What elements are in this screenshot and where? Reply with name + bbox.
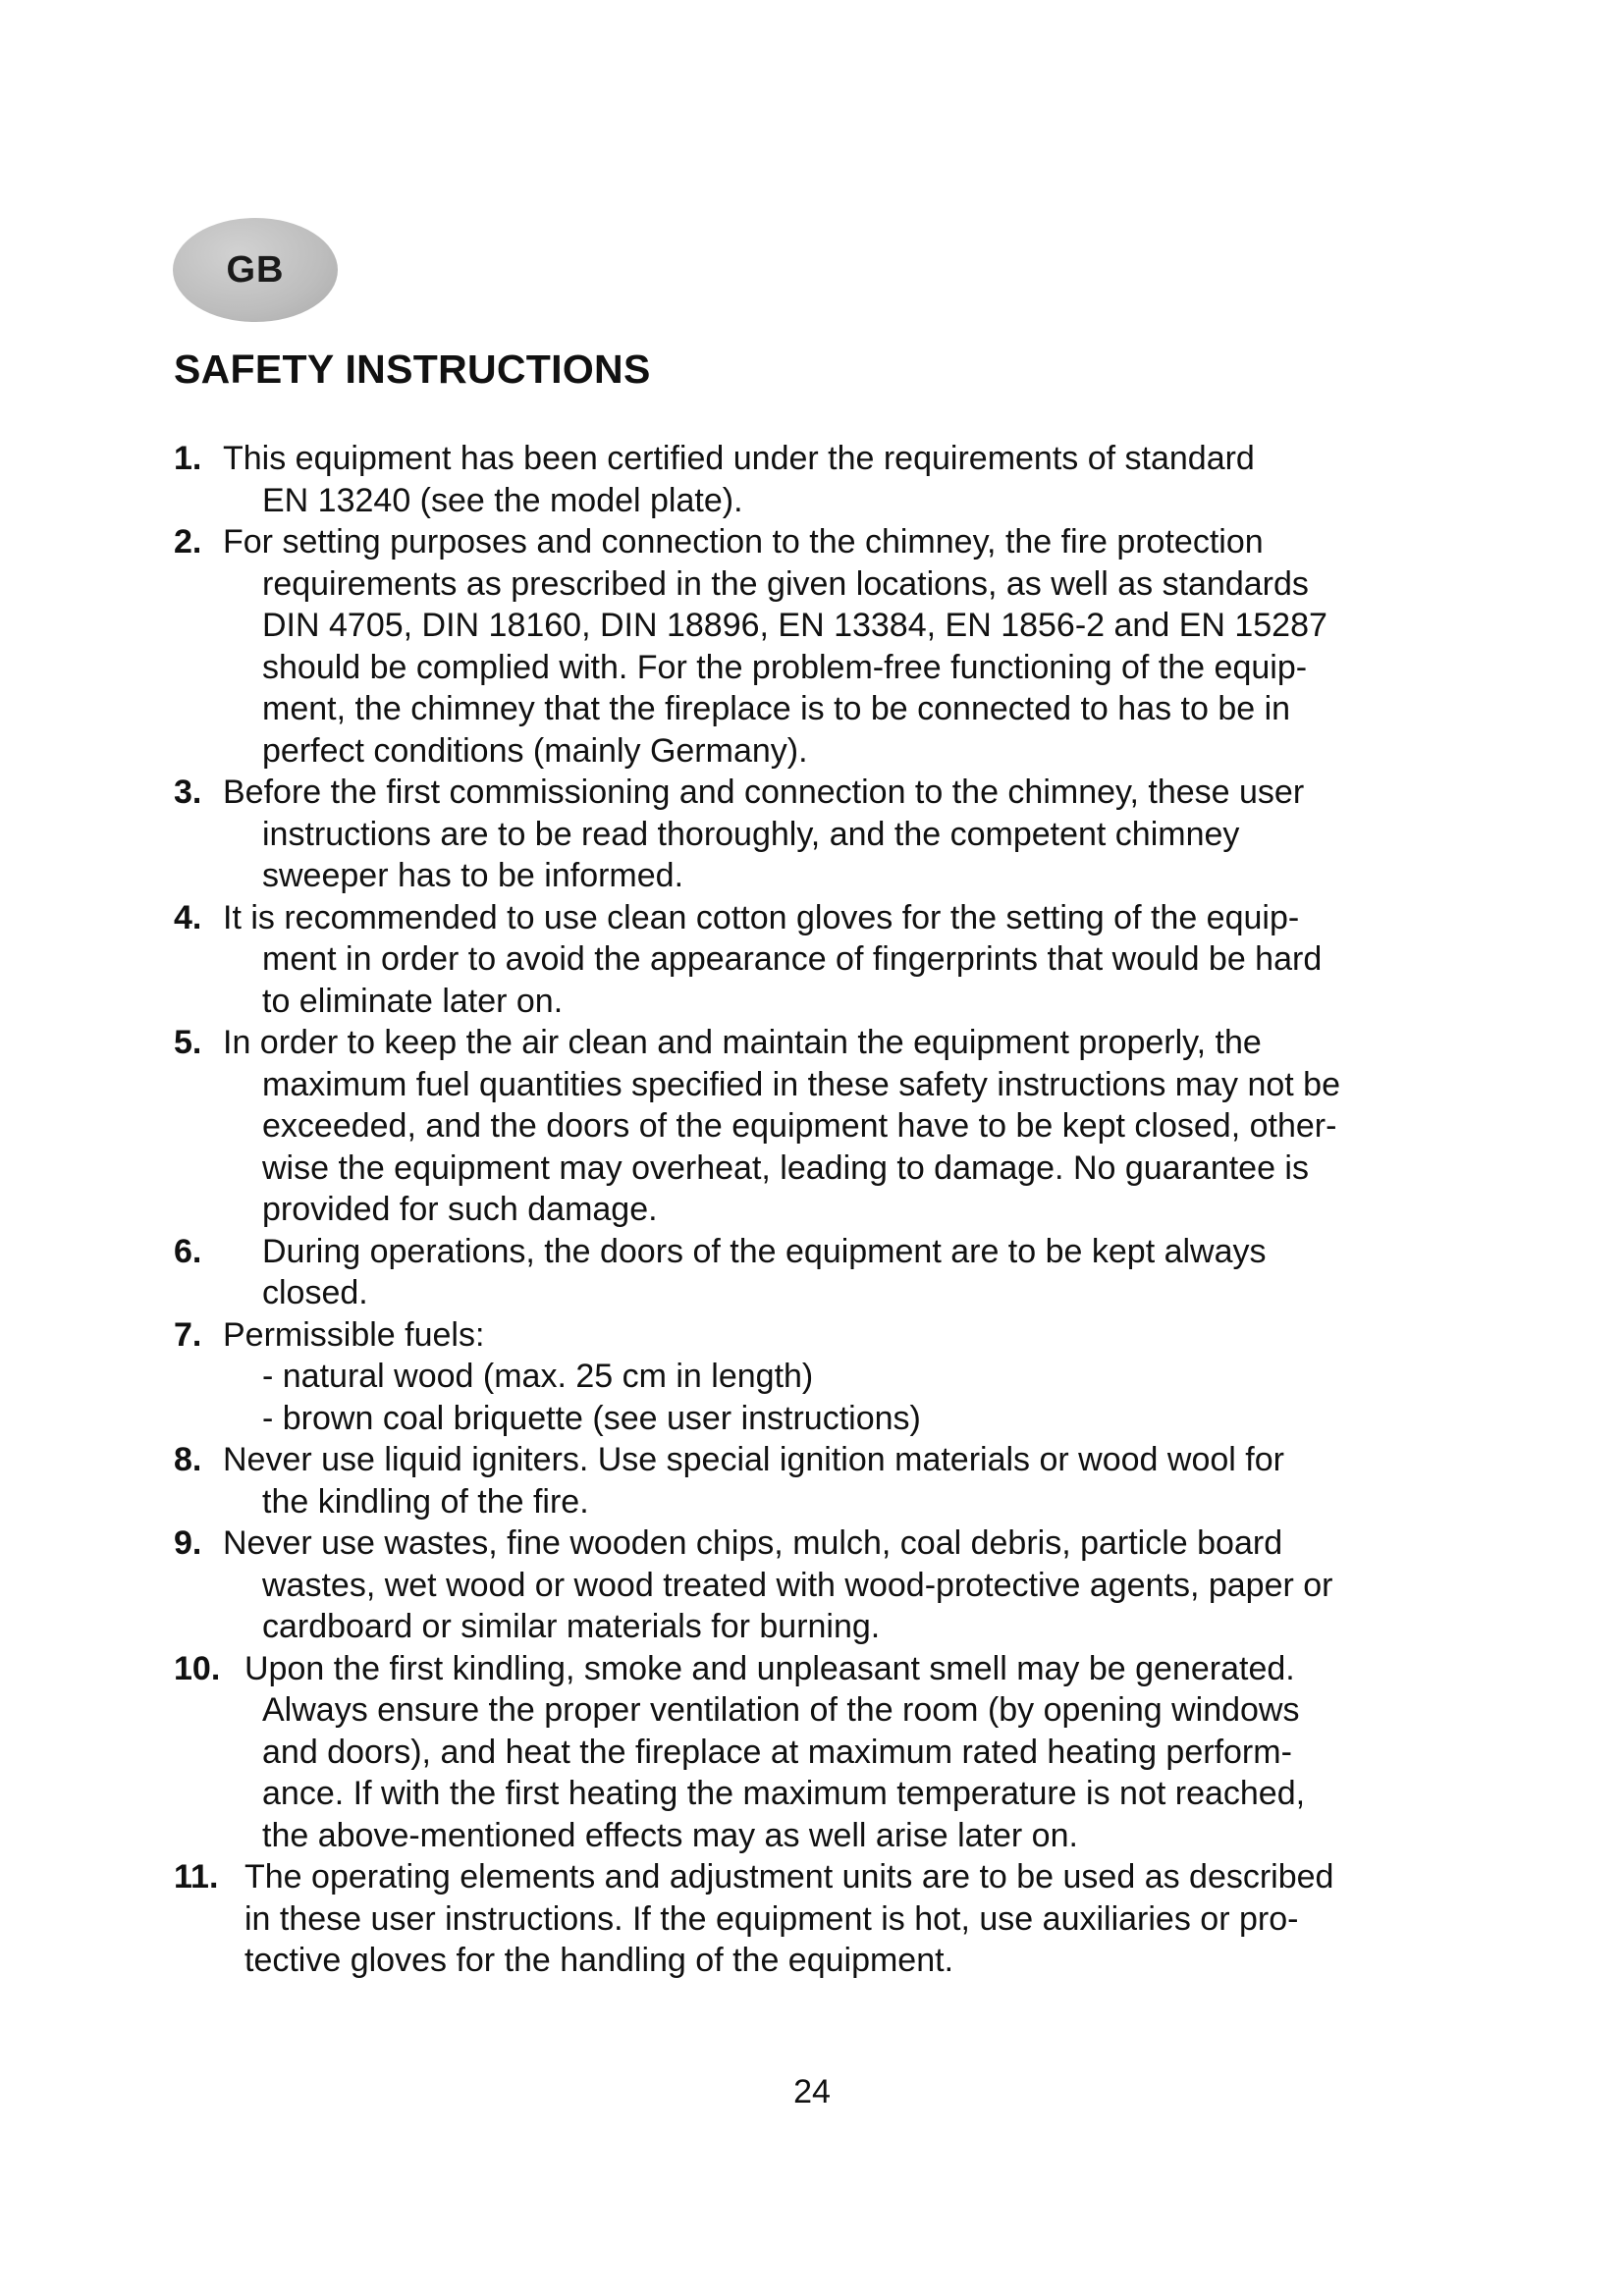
item-text-line: During operations, the doors of the equipment are to be kept always — [262, 1232, 1267, 1270]
item-text-line: perfect conditions (mainly Germany). — [262, 731, 808, 770]
item-text-line: closed. — [262, 1274, 368, 1311]
item-number: 1. — [174, 440, 202, 477]
item-text-line: This equipment has been certified under the requirements of standard — [223, 440, 1255, 477]
item-text-line: tective gloves for the handling of the equipment. — [244, 1942, 954, 1979]
fuel-list-entry: - natural wood (max. 25 cm in length) — [262, 1358, 814, 1395]
item-text-line: Before the first commissioning and connection to the chimney, these user — [223, 774, 1305, 811]
item-number: 2. — [174, 523, 202, 561]
item-text-line: the kindling of the fire. — [262, 1482, 589, 1521]
item-number: 3. — [174, 774, 202, 811]
item-text-line: In order to keep the air clean and maintain the equipment properly, the — [223, 1024, 1262, 1061]
item-text-line: should be complied with. For the problem-free functioning of the equip- — [262, 648, 1308, 686]
item-text-line: the above-mentioned effects may as well arise later on. — [262, 1816, 1078, 1854]
item-number: 11. — [174, 1858, 219, 1896]
item-text-line: maximum fuel quantities specified in these safety instructions may not be — [262, 1065, 1340, 1103]
item-text-line: Upon the first kindling, smoke and unpleasant smell may be generated. — [244, 1649, 1295, 1687]
item-number: 10. — [174, 1649, 221, 1687]
page-title: SAFETY INSTRUCTIONS — [174, 347, 651, 392]
item-number: 7. — [174, 1315, 202, 1354]
list-item — [174, 1856, 1480, 1982]
item-text-line: ment, the chimney that the fireplace is to be connected to has to be in — [262, 690, 1291, 727]
item-text-line: Never use liquid igniters. Use special ignition materials or wood wool for — [223, 1441, 1284, 1478]
item-text-line: Never use wastes, fine wooden chips, mulch, coal debris, particle board — [223, 1524, 1283, 1562]
item-text-line: Always ensure the proper ventilation of the room (by opening windows — [262, 1691, 1300, 1729]
item-text-line: instructions are to be read thoroughly, and the competent chimney — [262, 815, 1240, 853]
item-number: 8. — [174, 1441, 202, 1478]
list-item — [174, 772, 1480, 897]
list-item — [174, 1314, 1480, 1440]
item-text-line: and doors), and heat the fireplace at maximum rated heating perform- — [262, 1733, 1292, 1771]
item-number: 9. — [174, 1524, 202, 1562]
item-text-line: The operating elements and adjustment units are to be used as described — [244, 1858, 1334, 1896]
item-text-line: ment in order to avoid the appearance of fingerprints that would be hard — [262, 940, 1323, 978]
page-number: 24 — [793, 2073, 831, 2110]
list-item — [174, 1439, 1480, 1522]
fuel-list-entry: - brown coal briquette (see user instructions) — [262, 1399, 921, 1437]
item-text-line: ance. If with the first heating the maximum temperature is not reached, — [262, 1775, 1306, 1812]
language-badge: GB — [173, 218, 338, 322]
item-text-line: EN 13240 (see the model plate). — [262, 481, 743, 519]
item-number: 5. — [174, 1024, 202, 1061]
item-text-line: requirements as prescribed in the given locations, as well as standards — [262, 564, 1309, 603]
item-text-line: wastes, wet wood or wood treated with wood-protective agents, paper or — [262, 1566, 1333, 1604]
item-text-line: to eliminate later on. — [262, 982, 564, 1020]
item-number: 6. — [174, 1232, 202, 1270]
item-text-line: in these user instructions. If the equipment is hot, use auxiliaries or pro- — [244, 1899, 1299, 1938]
item-text-line: wise the equipment may overheat, leading to damage. No guarantee is — [262, 1148, 1309, 1187]
item-text-line: exceeded, and the doors of the equipment have to be kept closed, other- — [262, 1107, 1337, 1145]
list-item — [174, 1231, 1480, 1314]
safety-instructions-list — [174, 438, 1480, 1982]
list-item — [174, 521, 1480, 772]
list-item — [174, 1522, 1480, 1648]
list-item — [174, 1022, 1480, 1231]
item-number: 4. — [174, 898, 202, 936]
item-text-line: DIN 4705, DIN 18160, DIN 18896, EN 13384, EN 1856-2 and EN 15287 — [262, 607, 1327, 644]
item-text-line: provided for such damage. — [262, 1191, 658, 1228]
item-text-line: For setting purposes and connection to the chimney, the fire protection — [223, 523, 1264, 561]
item-text-line: cardboard or similar materials for burning. — [262, 1608, 881, 1645]
item-text-line: sweeper has to be informed. — [262, 857, 684, 894]
list-item — [174, 897, 1480, 1023]
list-item — [174, 438, 1480, 521]
item-text-line: It is recommended to use clean cotton gloves for the setting of the equip- — [223, 898, 1300, 936]
item-text-line: Permissible fuels: — [223, 1315, 485, 1354]
list-item — [174, 1648, 1480, 1857]
